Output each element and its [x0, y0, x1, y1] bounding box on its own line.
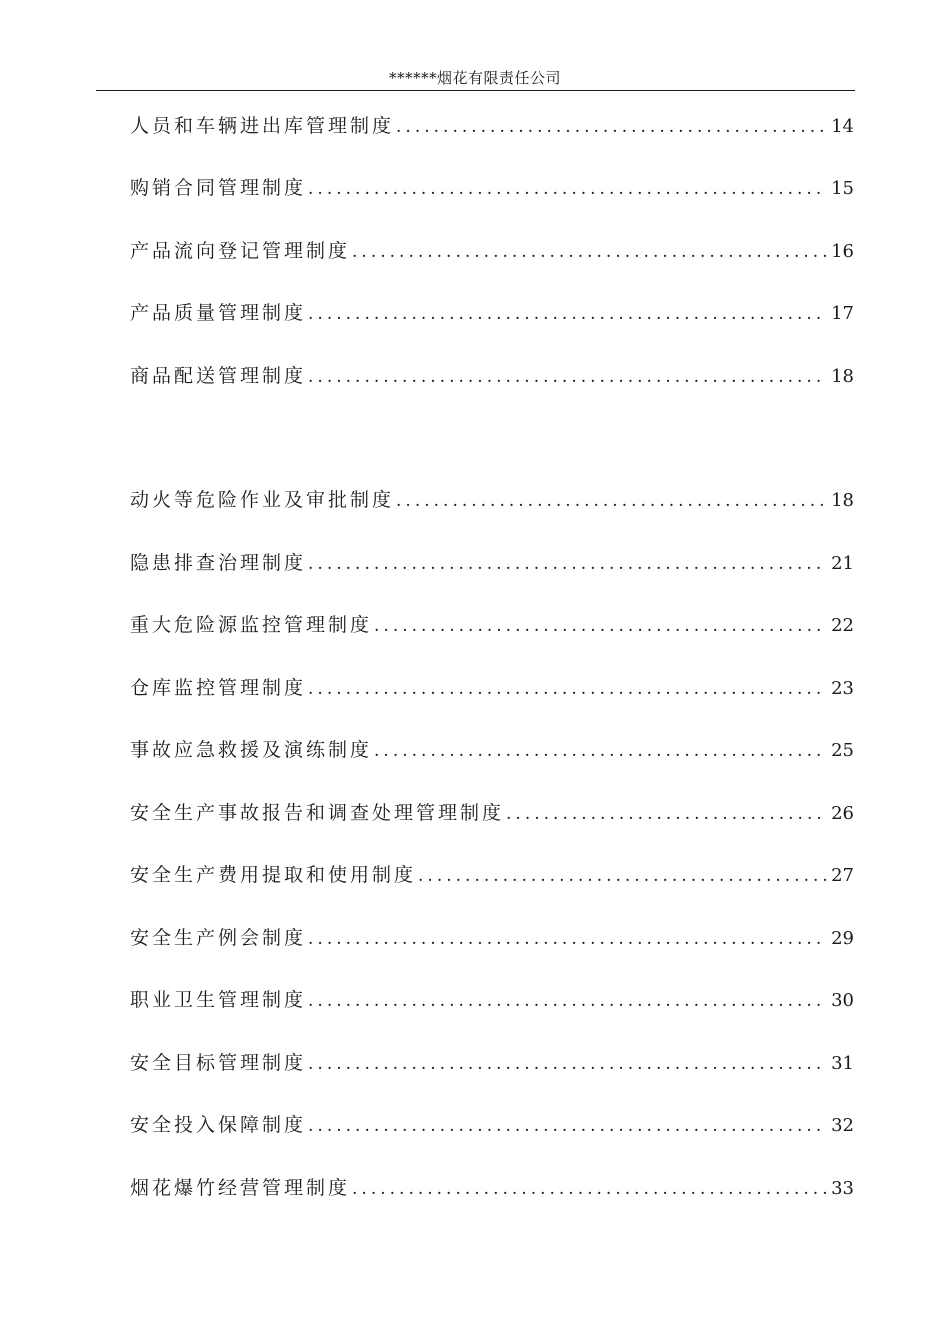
toc-entry-title: 安全生产事故报告和调查处理管理制度: [130, 802, 505, 824]
header-divider: [96, 90, 855, 91]
toc-leader-dots: [308, 1049, 827, 1079]
toc-entry-page: 31: [831, 1053, 854, 1074]
toc-entry[interactable]: [130, 673, 854, 703]
toc-leader-dots: [308, 362, 827, 392]
toc-leader-dots: [308, 1111, 827, 1141]
toc-entry-title: 安全生产费用提取和使用制度: [130, 864, 417, 886]
toc-leader-dots: [308, 174, 827, 204]
toc-entry-page: 22: [831, 615, 854, 636]
toc-leader-dots: [396, 112, 827, 142]
toc-entry-page: 33: [831, 1178, 854, 1199]
toc-entry-title: 安全生产例会制度: [130, 927, 307, 949]
toc-entry-page: 29: [831, 928, 854, 949]
toc-entry-title: 人员和车辆进出库管理制度: [130, 115, 395, 137]
toc-entry[interactable]: [130, 236, 854, 266]
toc-entry[interactable]: [130, 610, 854, 640]
toc-entry-title: 事故应急救援及演练制度: [130, 739, 373, 761]
page-header: ******烟花有限责任公司: [388, 69, 561, 87]
toc-entry-page: 32: [831, 1115, 854, 1136]
toc-entry-page: 25: [831, 740, 854, 761]
toc-entry[interactable]: [130, 923, 854, 953]
toc-entry[interactable]: [130, 860, 854, 890]
toc-leader-dots: [374, 736, 827, 766]
toc-leader-dots: [308, 674, 827, 704]
toc-entry-page: 30: [831, 990, 854, 1011]
toc-entry[interactable]: [130, 1048, 854, 1078]
toc-leader-dots: [308, 924, 827, 954]
toc-entry-title: 动火等危险作业及审批制度: [130, 489, 395, 511]
toc-entry-title: 产品质量管理制度: [130, 302, 307, 324]
toc-entry-page: 14: [831, 116, 854, 137]
toc-entry-page: 17: [831, 303, 854, 324]
toc-entry[interactable]: [130, 361, 854, 391]
toc-entry-title: 仓库监控管理制度: [130, 677, 307, 699]
toc-leader-dots: [308, 549, 827, 579]
toc-entry-title: 职业卫生管理制度: [130, 989, 307, 1011]
toc-leader-dots: [418, 861, 827, 891]
toc-leader-dots: [352, 237, 827, 267]
toc-entry[interactable]: [130, 548, 854, 578]
toc-entry[interactable]: [130, 1110, 854, 1140]
toc-entry[interactable]: [130, 298, 854, 328]
toc-entry[interactable]: [130, 111, 854, 141]
toc-entry-page: 18: [831, 366, 854, 387]
toc-leader-dots: [352, 1174, 827, 1204]
toc-leader-dots: [308, 986, 827, 1016]
toc-entry-page: 23: [831, 678, 854, 699]
toc-leader-dots: [396, 486, 827, 516]
toc-leader-dots: [506, 799, 827, 829]
toc-entry[interactable]: [130, 485, 854, 515]
toc-entry-page: 16: [831, 241, 854, 262]
toc-entry-title: 重大危险源监控管理制度: [130, 614, 373, 636]
toc-entry-page: 15: [831, 178, 854, 199]
toc-entry[interactable]: [130, 985, 854, 1015]
toc-entry-title: 安全目标管理制度: [130, 1052, 307, 1074]
toc-entry-title: 安全投入保障制度: [130, 1114, 307, 1136]
toc-entry-page: 27: [831, 865, 854, 886]
toc-entry[interactable]: [130, 798, 854, 828]
toc-leader-dots: [308, 299, 827, 329]
toc-entry[interactable]: [130, 1173, 854, 1203]
toc-entry-title: 产品流向登记管理制度: [130, 240, 351, 262]
toc-entry-title: 商品配送管理制度: [130, 365, 307, 387]
toc-entry[interactable]: [130, 173, 854, 203]
toc-entry-title: 购销合同管理制度: [130, 177, 307, 199]
toc-entry-page: 26: [831, 803, 854, 824]
toc-entry[interactable]: [130, 735, 854, 765]
toc-entry-title: 隐患排查治理制度: [130, 552, 307, 574]
toc-leader-dots: [374, 611, 827, 641]
toc-entry-page: 18: [831, 490, 854, 511]
toc-entry-title: 烟花爆竹经营管理制度: [130, 1177, 351, 1199]
toc-entry-page: 21: [831, 553, 854, 574]
